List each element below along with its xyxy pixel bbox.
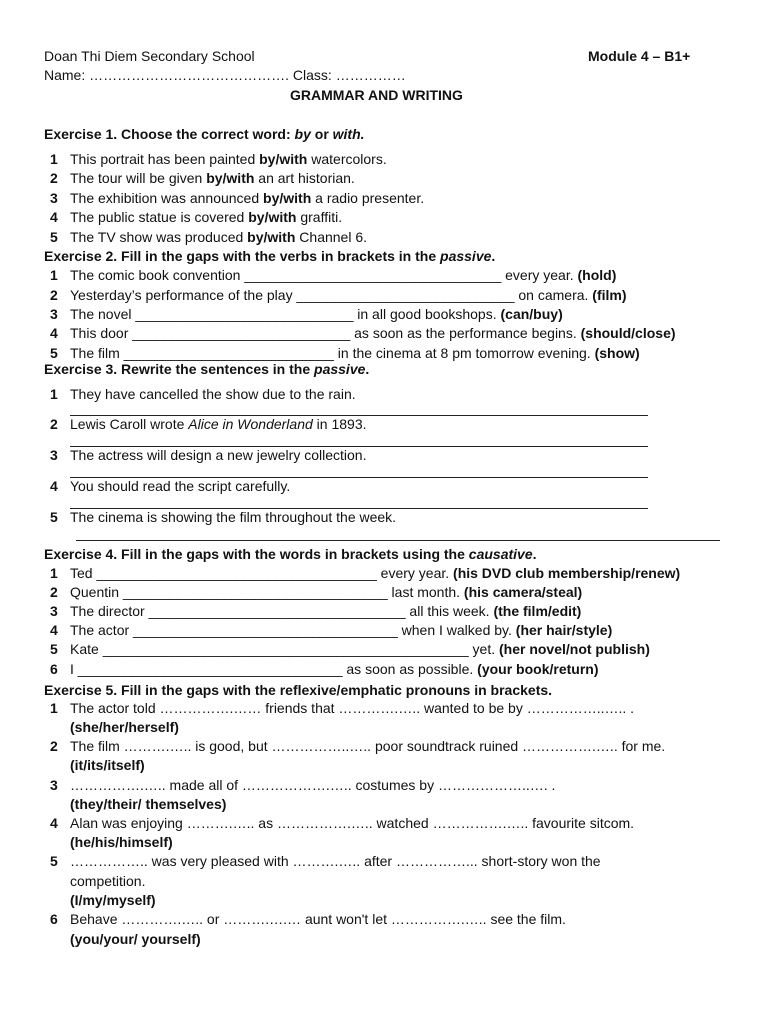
item-number: 3	[50, 306, 58, 322]
item-text: Behave ………….….. or ……….….… aunt won't let …………….….. see the film.	[70, 911, 566, 927]
item-text: The film ……….….. is good, but ……………..….. poor soundtrack ruined …………….….. for me.	[70, 738, 666, 754]
item-text: Yesterday’s performance of the play ____________________________ on camera. (film)	[70, 287, 627, 303]
item-number: 1	[50, 151, 58, 167]
item-number: 3	[50, 603, 58, 619]
item-number: 5	[50, 229, 58, 245]
school-name: Doan Thi Diem Secondary School	[44, 48, 255, 64]
exercise-2-title: Exercise 2. Fill in the gaps with the verbs in brackets in the passive.	[44, 248, 496, 264]
item-number: 2	[50, 738, 58, 754]
exercise-1-title-or: or	[310, 126, 333, 142]
item-text: Alan was enjoying ……….….. as …………….….. watched …………….….. favourite sitcom.	[70, 815, 635, 831]
item-text: Kate _______________________________________________ yet. (her novel/not publish)	[70, 641, 650, 657]
item-number: 2	[50, 287, 58, 303]
item-number: 2	[50, 170, 58, 186]
item-text: The tour will be given by/with an art historian.	[70, 170, 355, 186]
item-text: The actress will design a new jewelry collection.	[70, 447, 367, 463]
item-text: The public statue is covered by/with graffiti.	[70, 209, 343, 225]
item-number: 3	[50, 777, 58, 793]
item-number: 4	[50, 325, 58, 341]
item-number: 2	[50, 584, 58, 600]
item-number: 3	[50, 447, 58, 463]
item-number: 5	[50, 641, 58, 657]
item-options: (he/his/himself)	[70, 834, 173, 850]
item-number: 5	[50, 345, 58, 361]
item-number: 2	[50, 416, 58, 432]
item-text: The cinema is showing the film throughout the week.	[70, 509, 397, 525]
exercise-3-title: Exercise 3. Rewrite the sentences in the passive.	[44, 361, 370, 377]
item-options: (she/her/herself)	[70, 719, 179, 735]
item-text: The TV show was produced by/with Channel 6.	[70, 229, 368, 245]
item-text: The exhibition was announced by/with a radio presenter.	[70, 190, 425, 206]
item-number: 5	[50, 509, 58, 525]
item-number: 4	[50, 815, 58, 831]
item-text: The actor told …………….…… friends that ………….….. wanted to be by ……………..….. .	[70, 700, 635, 716]
item-number: 3	[50, 190, 58, 206]
item-text: Quentin __________________________________ last month. (his camera/steal)	[70, 584, 583, 600]
item-text: The actor __________________________________ when I walked by. (her hair/style)	[70, 622, 613, 638]
page-title: GRAMMAR AND WRITING	[290, 87, 463, 103]
item-text: The director _________________________________ all this week. (the film/edit)	[70, 603, 582, 619]
item-number: 6	[50, 911, 58, 927]
item-number: 6	[50, 661, 58, 677]
item-options: (you/your/ yourself)	[70, 931, 201, 947]
item-text-continued: competition.	[70, 873, 146, 889]
item-number: 5	[50, 853, 58, 869]
item-number: 1	[50, 267, 58, 283]
exercise-1-title	[44, 126, 365, 142]
item-options: (I/my/myself)	[70, 892, 156, 908]
item-text: Lewis Caroll wrote Alice in Wonderland in 1893.	[70, 416, 367, 432]
exercise-1-title-word-2: with.	[332, 126, 365, 142]
item-text: This door ____________________________ as soon as the performance begins. (should/close)	[70, 325, 676, 341]
item-text: You should read the script carefully.	[70, 478, 291, 494]
answer-line[interactable]	[76, 540, 720, 541]
item-text: I __________________________________ as soon as possible. (your book/return)	[70, 661, 599, 677]
item-number: 4	[50, 478, 58, 494]
item-options: (they/their/ themselves)	[70, 796, 227, 812]
item-number: 1	[50, 565, 58, 581]
exercise-1-title-prefix: Exercise 1. Choose the correct word:	[44, 126, 295, 142]
item-text: The film ___________________________ in the cinema at 8 pm tomorrow evening. (show)	[70, 345, 640, 361]
item-number: 4	[50, 209, 58, 225]
item-options: (it/its/itself)	[70, 757, 145, 773]
module-label: Module 4 – B1+	[588, 48, 691, 64]
item-text: The comic book convention _________________________________ every year. (hold)	[70, 267, 617, 283]
item-text: They have cancelled the show due to the rain.	[70, 386, 356, 402]
item-text: …………….. was very pleased with ……….….. after ……………... short-story won the	[70, 853, 601, 869]
item-number: 1	[50, 700, 58, 716]
exercise-1-title-word-1: by	[294, 126, 311, 142]
item-text: Ted ____________________________________ every year. (his DVD club membership/renew)	[70, 565, 681, 581]
item-text: …………….….. made all of ……………….….. costumes by ………………..…. .	[70, 777, 556, 793]
item-text: The novel ____________________________ in all good bookshops. (can/buy)	[70, 306, 563, 322]
item-number: 1	[50, 386, 58, 402]
item-number: 4	[50, 622, 58, 638]
name-class-line: Name: ……………………………………. Class: ……………	[44, 67, 406, 83]
exercise-4-title: Exercise 4. Fill in the gaps with the words in brackets using the causative.	[44, 546, 537, 562]
exercise-5-title: Exercise 5. Fill in the gaps with the reflexive/emphatic pronouns in brackets.	[44, 682, 553, 698]
item-text: This portrait has been painted by/with watercolors.	[70, 151, 387, 167]
